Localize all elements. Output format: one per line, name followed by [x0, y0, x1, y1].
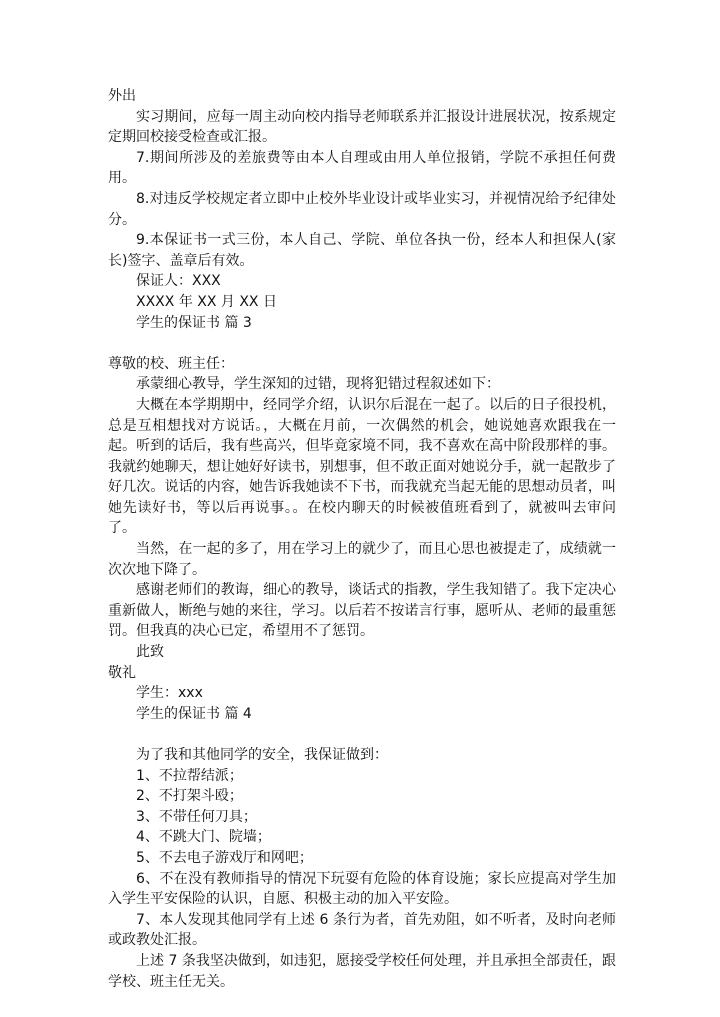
paragraph-item-8: 8.对违反学校规定者立即中止校外毕业设计或毕业实习，并视情况给予纪律处分。: [108, 190, 616, 228]
blank-line: [108, 333, 616, 354]
paragraph-item-7: 7.期间所涉及的差旅费等由本人自理或由用人单位报销，学院不承担任何费用。: [108, 149, 616, 187]
signature-date: XXXX 年 XX 月 XX 日: [136, 293, 277, 310]
paragraph-internship-report: 实习期间，应每一周主动向校内指导老师联系并汇报设计进展状况，按系规定定期回校接受检查或汇报。: [108, 108, 616, 146]
paragraph: 承蒙细心教导，学生深知的过错，现将犯错过程叙述如下：: [136, 376, 500, 393]
paragraph: 当然，在一起的多了，用在学习上的就少了，而且心思也被提走了，成绩就一次次地下降了。: [108, 541, 616, 578]
list-item: 1、不拉帮结派；: [136, 767, 243, 784]
paragraph: 大概在本学期期中，经同学介绍，认识尔后混在一起了。以后的日子很投机，总是互相想找对方说话。，大概在月前，一次偶然的机会，她说她喜欢跟我在一起。听到的话后，我有些高兴，但毕竟家境不同，我不喜欢在高中阶段那样的事。我就约她聊天，想让她好好读书，别想事，但不敢正面对她说分手，就一起散步了好几次。说话的内容，她告诉我她读不下书，而我就充当起无能的思想动员者，叫她先读好书，等以后再说事。。在校内聊天的时候被值班看到了，就被叫去审问了。: [108, 396, 616, 537]
list-item: 4、不跳大门、院墙；: [136, 829, 271, 846]
paragraph: 感谢老师们的教诲，细心的教导，谈话式的指教，学生我知错了。我下定决心重新做人，断绝与她的来往，学习。以后若不按诺言行事，愿听从、老师的最重惩罚。但我真的决心已定，希望用不了惩罚。: [108, 582, 616, 640]
pledge-conclusion: 上述 7 条我坚决做到，如违犯，愿接受学校任何处理，并且承担全部责任，跟学校、班主任无关。: [108, 952, 616, 990]
section-heading-4: 学生的保证书 篇 4: [136, 705, 252, 722]
document-page: [108, 86, 616, 992]
paragraph-fragment: 外出: [108, 88, 136, 104]
guarantor-signature: 保证人：XXX: [136, 273, 221, 290]
closing-salute: 敬礼: [108, 664, 136, 681]
list-item: 7、本人发现其他同学有上述 6 条行为者，首先劝阻，如不听者，及时向老师或政教处汇报。: [108, 911, 616, 949]
list-item: 5、不去电子游戏厅和网吧；: [136, 849, 313, 866]
paragraph-item-9: 9.本保证书一式三份，本人自己、学院、单位各执一份，经本人和担保人(家长)签字、盖章后有效。: [108, 232, 616, 269]
list-item: 6、不在没有教师指导的情况下玩耍有危险的体育设施；家长应提高对学生加入学生平安保险的认识，自愿、积极主动的加入平安险。: [108, 870, 616, 908]
section-heading-3: 学生的保证书 篇 3: [136, 314, 252, 331]
salutation: 尊敬的校、班主任：: [108, 355, 234, 372]
blank-line: [108, 724, 616, 745]
list-item: 2、不打架斗殴；: [136, 788, 243, 805]
list-item: 3、不带任何刀具；: [136, 808, 257, 825]
student-signature: 学生：xxx: [136, 685, 203, 702]
pledge-intro: 为了我和其他同学的安全，我保证做到：: [136, 747, 388, 763]
closing-line: 此致: [136, 644, 164, 661]
